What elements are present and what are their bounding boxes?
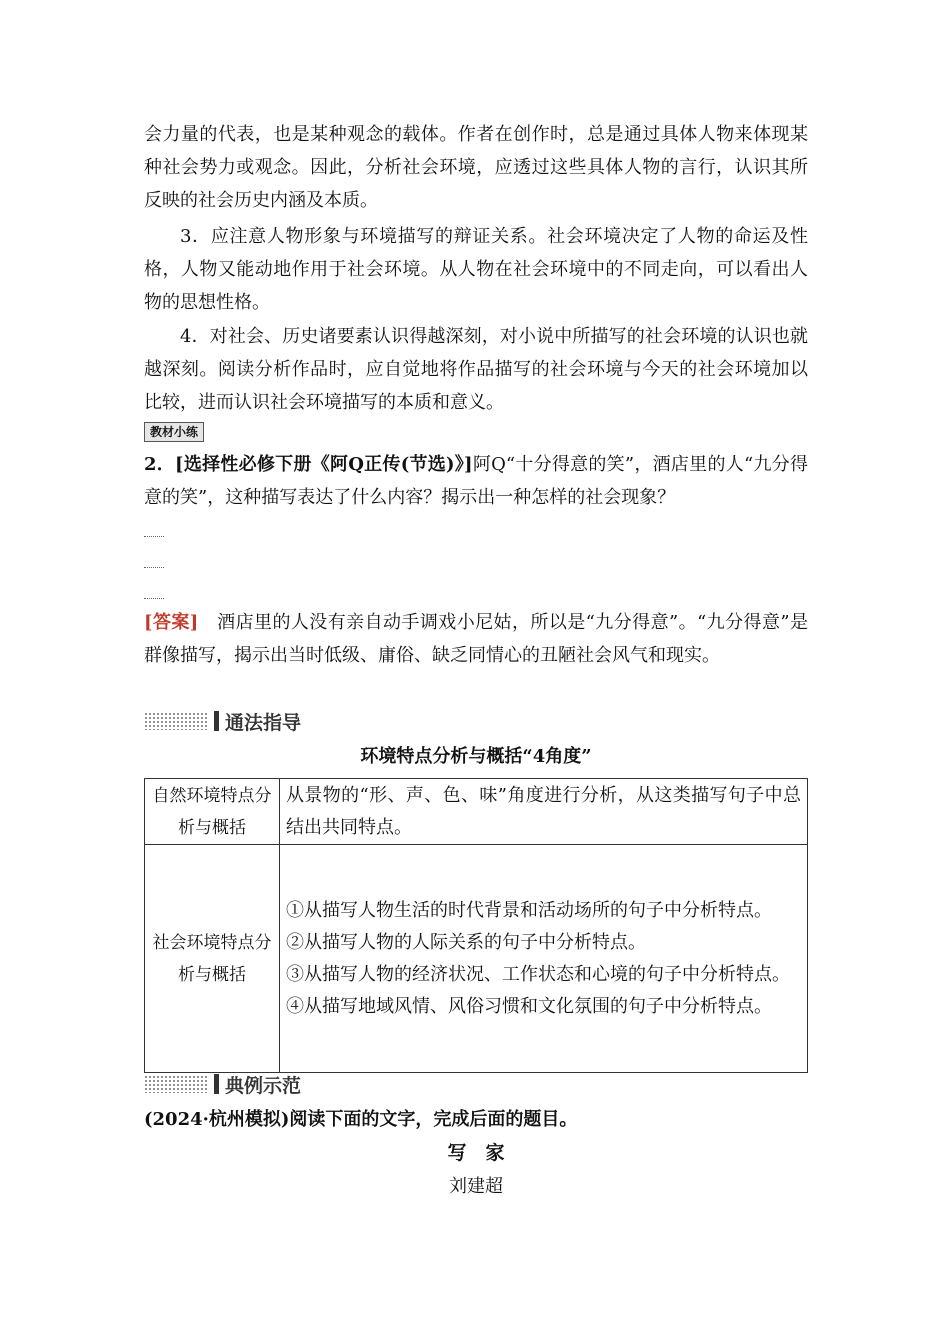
section-title-guide: 通法指导	[225, 711, 302, 734]
section-header-example	[144, 1071, 301, 1097]
question-body: 阿Q“十分得意的笑”，酒店里的人“九分得意的笑”，这种描写表达了什么内容？揭示出一种怎样的社会现象？	[144, 454, 808, 508]
row-label: 社会环境特点分析与概括	[145, 845, 280, 1073]
dots-decoration	[144, 1075, 208, 1093]
answer-paragraph	[144, 606, 808, 672]
answer-text: 酒店里的人没有亲自动手调戏小尼姑，所以是“九分得意”。“九分得意”是群像描写，揭示出当时低级、庸俗、缺乏同情心的丑陋社会风气和现实。	[144, 612, 808, 666]
bar-decoration	[214, 1074, 219, 1094]
dots-decoration	[144, 712, 208, 730]
table-title: 环境特点分析与概括“4角度”	[360, 746, 592, 767]
row-content	[280, 779, 808, 845]
exercise-tag: 教材小练	[144, 422, 204, 442]
row-content	[280, 845, 808, 1073]
section-title-example: 典例示范	[225, 1074, 302, 1097]
answer-line-2	[144, 567, 164, 568]
paragraph-point-3: 3．应注意人物形象与环境描写的辩证关系。社会环境决定了人物的命运及性格，人物又能动地作用于社会环境。从人物在社会环境中的不同走向，可以看出人物的思想性格。	[144, 226, 808, 313]
exercise-question	[144, 448, 808, 514]
table-row	[145, 779, 808, 845]
row-item: ①从描写人物生活的时代背景和活动场所的句子中分析特点。	[286, 899, 772, 921]
answer-line-1	[144, 536, 164, 537]
row-item: ④从描写地域风情、风俗习惯和文化氛围的句子中分析特点。	[286, 995, 772, 1017]
bar-decoration	[214, 711, 219, 731]
answer-label: [答案]	[144, 612, 199, 633]
table-row	[145, 845, 808, 1073]
paragraph-continued: 会力量的代表，也是某种观念的载体。作者在创作时，总是通过具体人物来体现某种社会势力或观念。因此，分析社会环境，应透过这些具体人物的言行，认识其所反映的社会历史内涵及本质。	[144, 124, 808, 211]
article-title: 写 家	[447, 1142, 505, 1164]
example-intro: (2024·杭州模拟)阅读下面的文字，完成后面的题目。	[144, 1109, 578, 1130]
answer-line-3	[144, 598, 164, 599]
row-label: 自然环境特点分析与概括	[145, 779, 280, 845]
row-item: ③从描写人物的经济状况、工作状态和心境的句子中分析特点。	[286, 963, 790, 985]
question-prefix: 2．[选择性必修下册《阿Q正传(节选)》]	[144, 454, 473, 475]
section-header-guide	[144, 708, 301, 734]
article-author: 刘建超	[449, 1176, 503, 1197]
row-item: 从景物的“形、声、色、味”角度进行分析，从这类描写句子中总结出共同特点。	[286, 784, 801, 838]
guide-table	[144, 778, 808, 1073]
paragraph-point-4: 4．对社会、历史诸要素认识得越深刻，对小说中所描写的社会环境的认识也就越深刻。阅读分析作品时，应自觉地将作品描写的社会环境与今天的社会环境加以比较，进而认识社会环境描写的本质和意义。	[144, 326, 808, 413]
row-item: ②从描写人物的人际关系的句子中分析特点。	[286, 931, 646, 953]
